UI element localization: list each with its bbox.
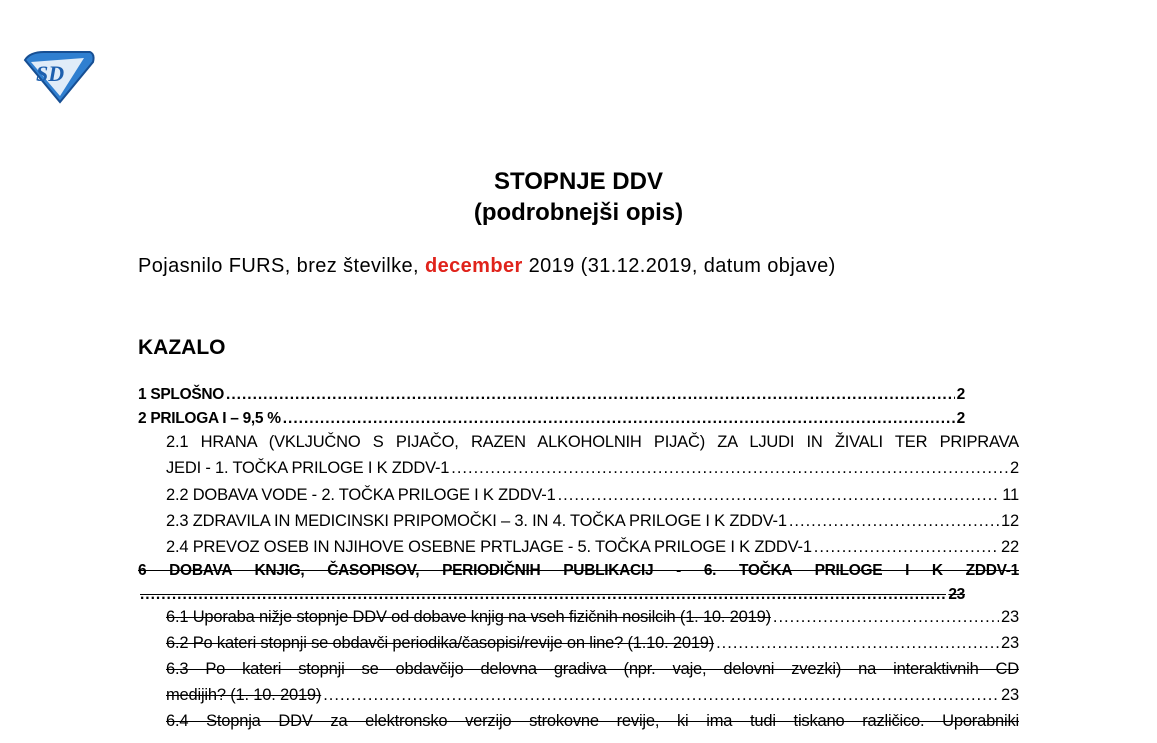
toc-entry-label-line1	[138, 562, 1019, 580]
toc-leader-dots	[283, 410, 955, 428]
toc-page-number: 22	[1001, 538, 1019, 556]
logo-lettering: SD	[36, 61, 65, 86]
toc-entry-label-line1	[166, 712, 1019, 731]
toc-leader-dots	[323, 686, 999, 705]
toc-entry-label-line1	[166, 433, 1019, 452]
toc-entry-8[interactable]	[166, 608, 1019, 627]
toc-entry-label: 2.3 ZDRAVILA IN MEDICINSKI PRIPOMOČKI – 3. IN 4. TOČKA PRILOGE I K ZDDV-1	[166, 512, 787, 530]
toc-entry-line2	[138, 586, 965, 604]
toc-page-number: 23	[948, 586, 965, 603]
toc-heading: KAZALO	[138, 336, 226, 359]
toc-entry-9[interactable]	[166, 634, 1019, 653]
document-title: STOPNJE DDV	[494, 168, 663, 195]
toc-entry-label: 6.2 Po kateri stopnji se obdavči periodika/časopisi/revije on line? (1.10. 2019)	[166, 634, 715, 652]
toc-leader-dots	[226, 386, 955, 404]
toc-page-number: 12	[1001, 512, 1019, 530]
toc-leader-dots	[451, 459, 1008, 478]
toc-entry-label: 2.4 PREVOZ OSEB IN NJIHOVE OSEBNE PRTLJAGE - 5. TOČKA PRILOGE I K ZDDV-1	[166, 538, 812, 556]
toc-page-number: 2	[1010, 459, 1019, 477]
toc-leader-dots	[558, 486, 1001, 505]
toc-entry-label: 1 SPLOŠNO	[138, 386, 225, 403]
toc-entry-label: 6.3 Po kateri stopnji se obdavčijo delovna gradiva (npr. vaje, delovni zvezki) na interaktivnih CD	[166, 660, 1019, 678]
source-note-end: 2019 (31.12.2019, datum objave)	[522, 255, 836, 277]
toc-entry-2[interactable]	[138, 410, 965, 428]
toc-entry-label: 2.1 HRANA (VKLJUČNO S PIJAČO, RAZEN ALKOHOLNIH PIJAČ) ZA LJUDI IN ŽIVALI TER PRIPRAVA	[166, 433, 1019, 451]
source-note	[138, 255, 836, 278]
toc-entry-label-line1	[166, 660, 1019, 679]
toc-entry-label: 2.2 DOBAVA VODE - 2. TOČKA PRILOGE I K ZDDV-1	[166, 486, 556, 504]
document-subtitle: (podrobnejši opis)	[473, 199, 684, 226]
toc-entry-4[interactable]	[166, 486, 1019, 505]
toc-page-number: 23	[1001, 608, 1019, 626]
toc-page-number: 2	[956, 386, 965, 403]
toc-entry-label: 6 DOBAVA KNJIG, ČASOPISOV, PERIODIČNIH PUBLIKACIJ - 6. TOČKA PRILOGE I K ZDDV-1	[138, 562, 1019, 579]
toc-entry-label-cont: JEDI - 1. TOČKA PRILOGE I K ZDDV-1	[166, 459, 450, 477]
source-note-start: Pojasnilo FURS, brez številke,	[138, 255, 425, 277]
toc-entry-6[interactable]	[166, 538, 1019, 557]
toc-entry-5[interactable]	[166, 512, 1019, 531]
toc-entry-label: 6.4 Stopnja DDV za elektronsko verzijo strokovne revije, ki ima tudi tiskano različico. Uporabniki	[166, 712, 1019, 730]
toc-leader-dots	[716, 634, 999, 653]
toc-leader-dots	[773, 608, 999, 627]
toc-leader-dots	[789, 512, 999, 531]
toc-entry-label-cont: medijih? (1. 10. 2019)	[166, 686, 322, 704]
toc-entry-label: 2 PRILOGA I – 9,5 %	[138, 410, 281, 427]
toc-page-number: 2	[956, 410, 965, 427]
company-logo	[22, 50, 96, 104]
toc-page-number: 23	[1001, 634, 1019, 652]
source-note-month: december	[424, 255, 523, 277]
toc-entry-line2	[166, 686, 1019, 705]
toc-leader-dots	[814, 538, 999, 557]
toc-entry-label: 6.1 Uporaba nižje stopnje DDV od dobave knjig na vseh fizičnih nosilcih (1. 10. 2019)	[166, 608, 771, 626]
toc-entry-line2	[166, 459, 1019, 478]
toc-entry-1[interactable]	[138, 386, 965, 404]
toc-page-number: 11	[1002, 486, 1019, 504]
toc-page-number: 23	[1001, 686, 1019, 704]
toc-leader-dots	[140, 586, 946, 604]
